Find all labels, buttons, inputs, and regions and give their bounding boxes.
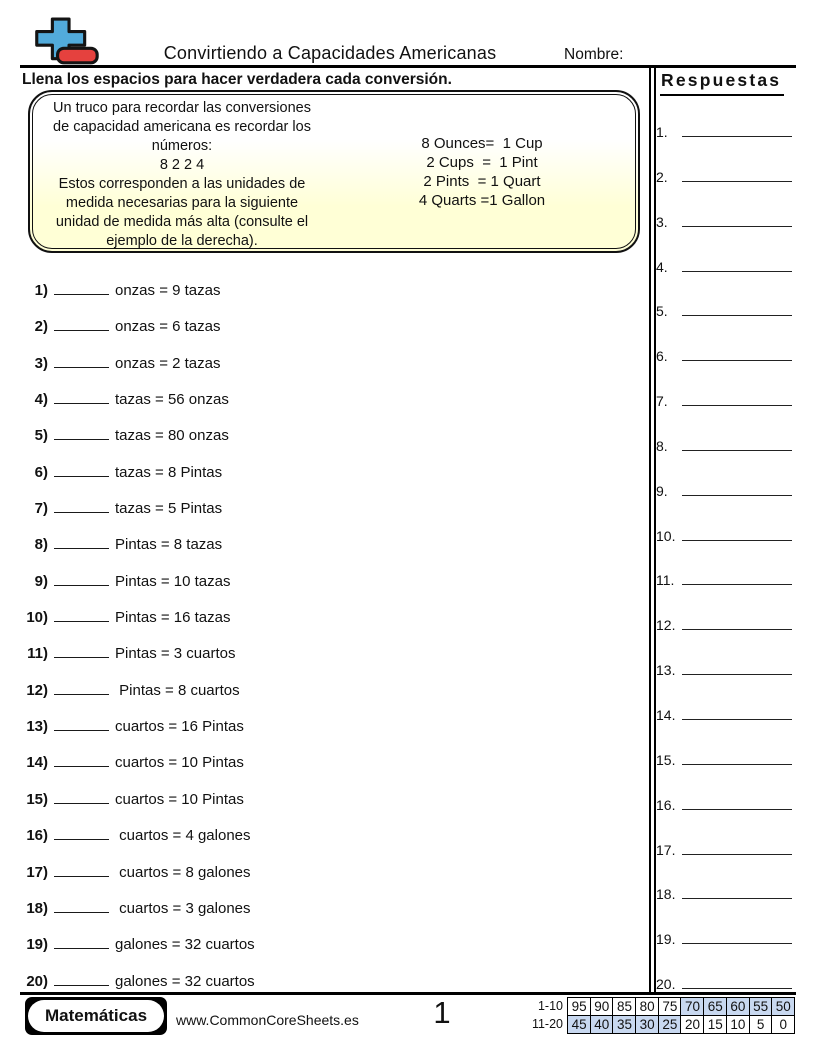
score-cell: 90 xyxy=(590,997,614,1016)
problem-row xyxy=(24,427,634,463)
instructions-text: Llena los espacios para hacer verdadera cada conversión. xyxy=(22,71,452,88)
answer-row xyxy=(656,206,794,251)
page-title: Convirtiendo a Capacidades Americanas xyxy=(163,43,497,63)
score-cell: 10 xyxy=(726,1015,750,1034)
answer-row xyxy=(656,654,794,699)
answer-row xyxy=(656,430,794,475)
answers-list xyxy=(656,116,794,1013)
hint-line: Estos corresponden a las unidades de xyxy=(58,176,306,192)
answer-number: 18. xyxy=(656,886,676,903)
answer-blank-line[interactable] xyxy=(682,494,792,496)
problem-number: 20) xyxy=(26,972,48,990)
problem-row xyxy=(24,754,634,790)
answer-blank-line[interactable] xyxy=(682,718,792,720)
problem-text: tazas = 80 onzas xyxy=(115,427,229,445)
answer-row xyxy=(656,923,794,968)
score-row xyxy=(530,1015,795,1034)
answer-blank-line[interactable] xyxy=(682,404,792,406)
problem-number: 19) xyxy=(26,936,48,954)
problem-text: Pintas = 8 cuartos xyxy=(115,681,240,699)
problem-number: 14) xyxy=(26,754,48,772)
answer-blank-line[interactable] xyxy=(682,449,792,451)
answers-title: Respuestas xyxy=(660,70,784,96)
problem-row xyxy=(24,718,634,754)
answer-number: 19. xyxy=(656,931,676,948)
answer-row xyxy=(656,564,794,609)
answer-number: 7. xyxy=(656,393,668,410)
problem-answer-blank[interactable] xyxy=(54,984,109,986)
answer-number: 6. xyxy=(656,348,668,365)
problem-text: onzas = 2 tazas xyxy=(115,354,221,372)
hint-line: ejemplo de la derecha). xyxy=(106,233,258,249)
score-cell: 45 xyxy=(567,1015,591,1034)
problem-answer-blank[interactable] xyxy=(54,475,109,477)
answer-row xyxy=(656,609,794,654)
hint-box xyxy=(28,90,640,253)
answer-row xyxy=(656,789,794,834)
problem-answer-blank[interactable] xyxy=(54,329,109,331)
answer-blank-line[interactable] xyxy=(682,270,792,272)
problem-answer-blank[interactable] xyxy=(54,584,109,586)
problem-row xyxy=(24,282,634,318)
score-cell: 75 xyxy=(658,997,682,1016)
answer-number: 20. xyxy=(656,976,676,993)
problem-answer-blank[interactable] xyxy=(54,656,109,658)
score-cell: 15 xyxy=(703,1015,727,1034)
problem-text: cuartos = 10 Pintas xyxy=(115,790,244,808)
score-row xyxy=(530,997,795,1016)
score-cell: 0 xyxy=(771,1015,795,1034)
footer-rule xyxy=(20,992,796,995)
answer-number: 2. xyxy=(656,168,668,185)
hint-line: Un truco para recordar las conversiones xyxy=(53,100,311,116)
problem-number: 13) xyxy=(26,718,48,736)
problem-row xyxy=(24,391,634,427)
score-table xyxy=(530,997,795,1034)
name-label: Nombre: xyxy=(564,46,624,63)
answer-number: 10. xyxy=(656,527,676,544)
page-number: 1 xyxy=(433,995,451,1030)
answer-row xyxy=(656,520,794,565)
problem-answer-blank[interactable] xyxy=(54,802,109,804)
answer-row xyxy=(656,385,794,430)
problem-text: galones = 32 cuartos xyxy=(115,936,255,954)
problem-answer-blank[interactable] xyxy=(54,511,109,513)
score-cell: 95 xyxy=(567,997,591,1016)
problem-number: 10) xyxy=(26,609,48,627)
answer-number: 12. xyxy=(656,617,676,634)
problem-text: cuartos = 16 Pintas xyxy=(115,718,244,736)
answer-blank-line[interactable] xyxy=(682,808,792,810)
answer-number: 14. xyxy=(656,706,676,723)
answer-row xyxy=(656,699,794,744)
score-cell: 55 xyxy=(749,997,773,1016)
problem-text: cuartos = 3 galones xyxy=(115,899,251,917)
problem-number: 11) xyxy=(27,645,48,663)
subject-badge-label: Matemáticas xyxy=(28,1000,164,1032)
problem-row xyxy=(24,536,634,572)
problem-number: 15) xyxy=(26,790,48,808)
problem-answer-blank[interactable] xyxy=(54,547,109,549)
score-cell: 80 xyxy=(635,997,659,1016)
problem-row xyxy=(24,500,634,536)
answers-header xyxy=(660,70,784,96)
answer-number: 8. xyxy=(656,437,668,454)
problem-row xyxy=(24,464,634,500)
problem-answer-blank[interactable] xyxy=(54,366,109,368)
answer-row xyxy=(656,475,794,520)
hint-text xyxy=(30,92,326,251)
answer-blank-line[interactable] xyxy=(682,539,792,541)
problem-answer-blank[interactable] xyxy=(54,693,109,695)
score-cell: 70 xyxy=(680,997,704,1016)
problem-row xyxy=(24,791,634,827)
score-cell: 65 xyxy=(703,997,727,1016)
answer-blank-line[interactable] xyxy=(682,135,792,137)
answer-blank-line[interactable] xyxy=(682,942,792,944)
problem-number: 17) xyxy=(26,863,48,881)
score-range-label: 1-10 xyxy=(537,999,563,1013)
problem-text: onzas = 9 tazas xyxy=(115,282,221,299)
answer-number: 1. xyxy=(656,124,668,140)
problem-answer-blank[interactable] xyxy=(54,875,109,877)
problem-number: 16) xyxy=(26,827,48,845)
answer-number: 4. xyxy=(656,258,668,275)
problem-text: cuartos = 10 Pintas xyxy=(115,754,244,772)
conversion-fact: 4 Quarts =1 Gallon xyxy=(418,192,546,209)
conversion-fact: 2 Cups = 1 Pint xyxy=(426,154,538,171)
problem-row xyxy=(24,936,634,972)
answers-divider xyxy=(649,68,656,992)
website-url: www.CommonCoreSheets.es xyxy=(176,1012,359,1028)
problem-number: 5) xyxy=(34,427,48,445)
answer-row xyxy=(656,744,794,789)
answer-number: 11. xyxy=(656,572,675,589)
problem-row xyxy=(24,609,634,645)
problem-text: tazas = 56 onzas xyxy=(115,391,229,409)
problem-text: Pintas = 16 tazas xyxy=(115,609,231,627)
score-cell: 85 xyxy=(612,997,636,1016)
score-cell: 35 xyxy=(612,1015,636,1034)
score-cell: 25 xyxy=(658,1015,682,1034)
header-rule xyxy=(20,65,796,68)
problem-number: 1) xyxy=(34,282,48,299)
problem-answer-blank[interactable] xyxy=(54,729,109,731)
problem-number: 6) xyxy=(34,463,48,481)
answer-row xyxy=(656,834,794,879)
problem-text: Pintas = 8 tazas xyxy=(115,536,223,554)
problem-text: cuartos = 8 galones xyxy=(115,863,251,881)
hint-line: 8 2 2 4 xyxy=(159,157,205,173)
hint-line: de capacidad americana es recordar los xyxy=(53,119,311,135)
answer-blank-line[interactable] xyxy=(682,987,792,989)
problem-row xyxy=(24,682,634,718)
problem-number: 7) xyxy=(34,500,48,518)
score-cell: 50 xyxy=(771,997,795,1016)
problem-text: Pintas = 3 cuartos xyxy=(115,645,236,663)
answer-blank-line[interactable] xyxy=(682,314,792,316)
problem-text: tazas = 5 Pintas xyxy=(115,500,223,518)
problems-list xyxy=(24,282,634,1009)
score-cell: 40 xyxy=(590,1015,614,1034)
problem-answer-blank[interactable] xyxy=(54,911,109,913)
score-cell: 20 xyxy=(680,1015,704,1034)
problem-answer-blank[interactable] xyxy=(54,293,109,295)
problem-answer-blank[interactable] xyxy=(54,438,109,440)
answer-number: 5. xyxy=(656,303,668,320)
score-range-label: 11-20 xyxy=(531,1016,563,1031)
answer-number: 17. xyxy=(656,841,676,858)
answer-row xyxy=(656,295,794,340)
answer-row xyxy=(656,251,794,296)
problem-row xyxy=(24,864,634,900)
problem-row xyxy=(24,645,634,681)
answer-blank-line[interactable] xyxy=(682,359,792,361)
answer-row xyxy=(656,116,794,161)
answer-number: 13. xyxy=(656,662,676,679)
hint-line: medida necesarias para la siguiente xyxy=(65,195,299,211)
plus-minus-logo xyxy=(34,17,102,67)
problem-text: cuartos = 4 galones xyxy=(115,827,251,845)
problem-number: 4) xyxy=(34,391,48,409)
problem-number: 3) xyxy=(34,354,48,372)
problem-number: 18) xyxy=(26,899,48,917)
answer-blank-line[interactable] xyxy=(682,853,792,855)
answer-number: 15. xyxy=(656,751,676,768)
score-cell: 30 xyxy=(635,1015,659,1034)
answer-number: 3. xyxy=(656,213,668,230)
subject-badge xyxy=(25,997,167,1035)
hint-line: unidad de medida más alta (consulte el xyxy=(55,214,309,230)
problem-text: galones = 32 cuartos xyxy=(115,972,255,990)
minus-icon xyxy=(58,48,98,63)
answer-blank-line[interactable] xyxy=(682,628,792,630)
answer-blank-line[interactable] xyxy=(682,583,792,585)
answer-blank-line[interactable] xyxy=(682,225,792,227)
problem-answer-blank[interactable] xyxy=(54,838,109,840)
problem-row xyxy=(24,573,634,609)
problem-text: tazas = 8 Pintas xyxy=(115,463,223,481)
problem-answer-blank[interactable] xyxy=(54,402,109,404)
answer-number: 9. xyxy=(656,482,668,499)
score-cell: 60 xyxy=(726,997,750,1016)
problem-row xyxy=(24,827,634,863)
problem-number: 9) xyxy=(34,572,48,590)
answer-blank-line[interactable] xyxy=(682,673,792,675)
answer-row xyxy=(656,340,794,385)
problem-number: 2) xyxy=(34,318,48,336)
answer-number: 16. xyxy=(656,796,676,813)
problem-text: Pintas = 10 tazas xyxy=(115,572,231,590)
problem-row xyxy=(24,318,634,354)
conversion-fact: 8 Ounces= 1 Cup xyxy=(421,135,543,152)
hint-line: números: xyxy=(151,138,213,154)
problem-row xyxy=(24,900,634,936)
score-cell: 5 xyxy=(749,1015,773,1034)
answer-row xyxy=(656,161,794,206)
conversion-facts xyxy=(326,92,638,251)
problem-answer-blank[interactable] xyxy=(54,620,109,622)
problem-number: 8) xyxy=(34,536,48,554)
answer-blank-line[interactable] xyxy=(682,180,792,182)
problem-answer-blank[interactable] xyxy=(54,765,109,767)
problem-row xyxy=(24,355,634,391)
problem-text: onzas = 6 tazas xyxy=(115,318,221,336)
answer-blank-line[interactable] xyxy=(682,763,792,765)
problem-answer-blank[interactable] xyxy=(54,947,109,949)
answer-row xyxy=(656,878,794,923)
conversion-fact: 2 Pints = 1 Quart xyxy=(423,173,541,190)
problem-number: 12) xyxy=(26,681,48,699)
answer-blank-line[interactable] xyxy=(682,897,792,899)
